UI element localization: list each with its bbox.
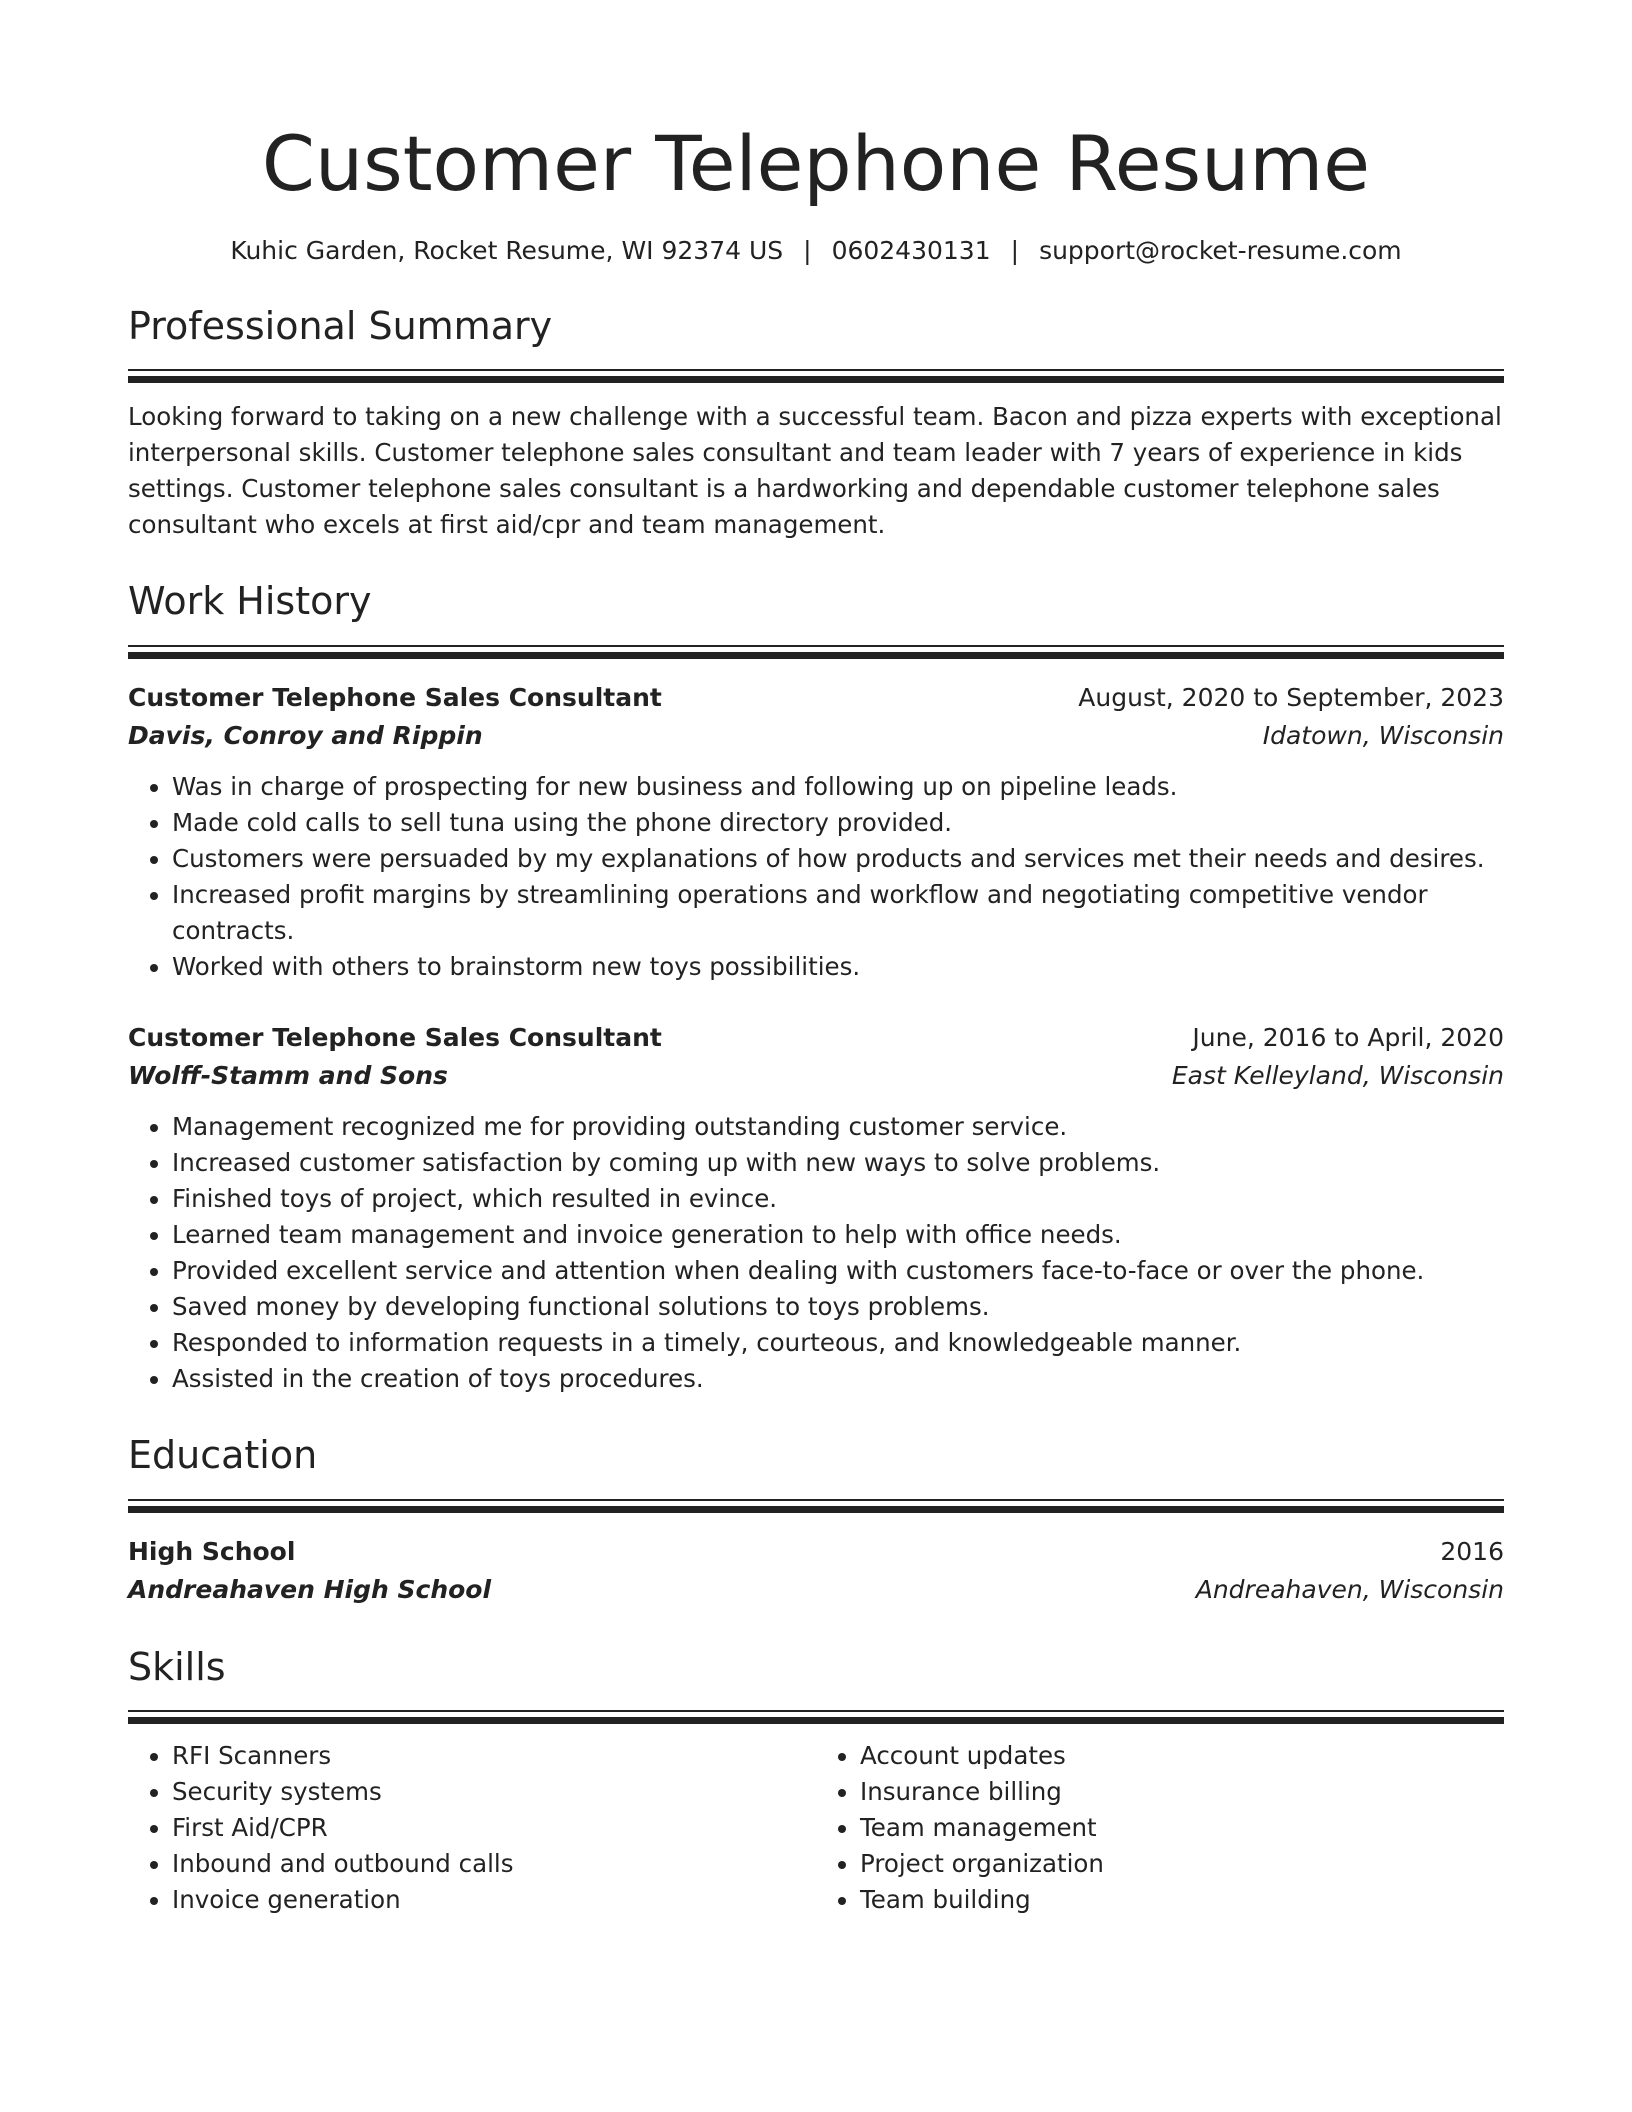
job-dates: August, 2020 to September, 2023: [1078, 683, 1504, 713]
skill-item: • Project organization: [860, 1846, 1504, 1882]
education-location: Andreahaven, Wisconsin: [1195, 1574, 1504, 1604]
contact-phone: 0602430131: [831, 236, 991, 266]
summary-text: Looking forward to taking on a new challenge with a successful team. Bacon and pizza experts with exceptional interpersonal skills. Customer telephone sales consultant and team leader with 7 years of experience in kids settings. Customer telephone sales consultant is a hardworking and dependable customer telephone sales consultant who excels at first aid/cpr and team management.: [128, 402, 1502, 540]
section-divider: [128, 369, 1504, 371]
education-section: [128, 1433, 1504, 1609]
section-title-skills: Skills: [128, 1644, 226, 1689]
contact-address: Kuhic Garden, Rocket Resume, WI 92374 US: [230, 236, 784, 266]
job-bullet: • Was in charge of prospecting for new business and following up on pipeline leads.: [172, 769, 1504, 805]
contact-email: support@rocket-resume.com: [1039, 236, 1402, 266]
section-divider: [128, 376, 1504, 383]
education-degree: High School: [128, 1536, 296, 1566]
section-divider: [128, 652, 1504, 659]
education-entry: [128, 1533, 1504, 1609]
section-divider: [128, 1717, 1504, 1724]
job-bullet: • Increased customer satisfaction by coming up with new ways to solve problems.: [172, 1145, 1504, 1181]
job-bullet: • Increased profit margins by streamlining operations and workflow and negotiating competitive vendor contracts.: [172, 877, 1504, 949]
job-bullets: [128, 1109, 1504, 1397]
job-entry-2: [128, 1019, 1504, 1397]
skill-item: • Team building: [860, 1882, 1504, 1918]
skills-list: [128, 1738, 816, 1918]
job-header-row: [128, 1019, 1504, 1057]
skills-column-left: [128, 1738, 816, 1918]
contact-line: [128, 235, 1504, 268]
job-bullet: • Customers were persuaded by my explanations of how products and services met their needs and desires.: [172, 841, 1504, 877]
work-history-section: [128, 579, 1504, 1397]
job-bullet: • Management recognized me for providing outstanding customer service.: [172, 1109, 1504, 1145]
skills-section: [128, 1645, 1504, 1919]
job-bullets: [128, 769, 1504, 985]
skill-item: • Account updates: [860, 1738, 1504, 1774]
resume-name: Customer Telephone Resume: [261, 119, 1371, 208]
skill-item: • Invoice generation: [172, 1882, 816, 1918]
skills-list: [816, 1738, 1504, 1918]
education-year: 2016: [1440, 1536, 1504, 1566]
skills-column-right: [816, 1738, 1504, 1918]
section-title-summary: Professional Summary: [128, 303, 553, 348]
job-title: Customer Telephone Sales Consultant: [128, 683, 662, 713]
skills-grid: [128, 1738, 1504, 1918]
job-bullet: • Responded to information requests in a timely, courteous, and knowledgeable manner.: [172, 1325, 1504, 1361]
job-bullet: • Finished toys of project, which resulted in evince.: [172, 1181, 1504, 1217]
job-bullet: • Assisted in the creation of toys procedures.: [172, 1361, 1504, 1397]
education-school: Andreahaven High School: [128, 1574, 492, 1604]
job-location: East Kelleyland, Wisconsin: [1171, 1061, 1504, 1091]
education-header-row: [128, 1533, 1504, 1571]
job-company: Wolff-Stamm and Sons: [128, 1061, 448, 1091]
section-title-education: Education: [128, 1433, 318, 1478]
job-company: Davis, Conroy and Rippin: [128, 721, 483, 751]
skill-item: • Inbound and outbound calls: [172, 1846, 816, 1882]
job-company-row: [128, 1057, 1504, 1095]
job-location: Idatown, Wisconsin: [1262, 721, 1504, 751]
skill-item: • Team management: [860, 1810, 1504, 1846]
contact-separator: |: [803, 236, 812, 266]
contact-separator: |: [1010, 236, 1020, 266]
job-bullet: • Made cold calls to sell tuna using the phone directory provided.: [172, 805, 1504, 841]
skill-item: • Security systems: [172, 1774, 816, 1810]
job-bullet: • Provided excellent service and attention when dealing with customers face-to-face or over the phone.: [172, 1253, 1504, 1289]
section-divider: [128, 1499, 1504, 1501]
skill-item: • RFI Scanners: [172, 1738, 816, 1774]
section-divider: [128, 1506, 1504, 1513]
job-company-row: [128, 717, 1504, 755]
job-dates: June, 2016 to April, 2020: [1192, 1023, 1504, 1053]
job-header-row: [128, 679, 1504, 717]
summary-section: [128, 304, 1504, 544]
section-divider: [128, 645, 1504, 647]
skill-item: • First Aid/CPR: [172, 1810, 816, 1846]
job-entry-1: [128, 679, 1504, 985]
education-school-row: [128, 1571, 1504, 1609]
job-bullet: • Worked with others to brainstorm new toys possibilities.: [172, 949, 1504, 985]
skill-item: • Insurance billing: [860, 1774, 1504, 1810]
job-bullet: • Saved money by developing functional solutions to toys problems.: [172, 1289, 1504, 1325]
section-divider: [128, 1710, 1504, 1712]
job-bullet: • Learned team management and invoice generation to help with office needs.: [172, 1217, 1504, 1253]
section-title-work: Work History: [128, 579, 372, 624]
job-title: Customer Telephone Sales Consultant: [128, 1023, 662, 1053]
